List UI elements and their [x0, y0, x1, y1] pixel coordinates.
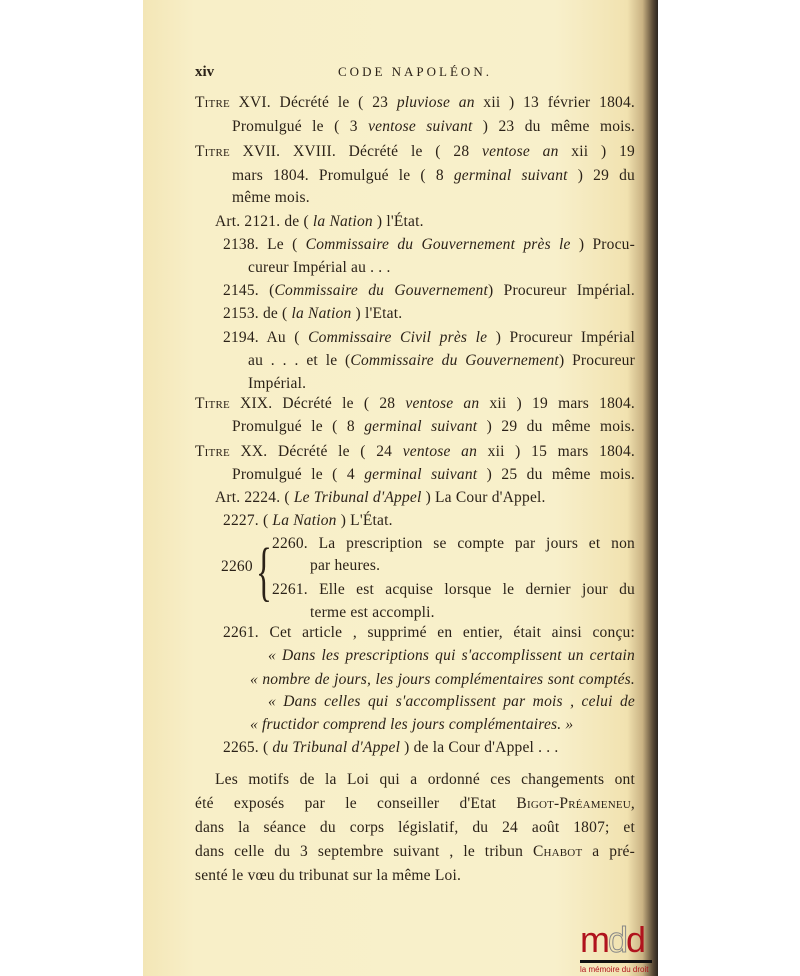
text-segment: XVI. Décrété le ( 23 — [229, 94, 397, 111]
text-line — [223, 304, 402, 324]
text-line — [272, 534, 635, 554]
text-segment: du Tribunal d'Appel — [272, 739, 401, 756]
text-segment: ) Procureur Impérial. — [488, 282, 635, 299]
text-line — [195, 142, 635, 162]
text-segment: xii ) 19 — [558, 143, 635, 160]
text-segment: ) 25 du même mois. — [477, 466, 635, 483]
text-line — [215, 770, 635, 790]
text-segment: Titre — [195, 395, 230, 412]
text-segment: Titre — [195, 143, 230, 160]
text-segment: 2260. La prescription se compte par jours et non — [272, 535, 635, 552]
text-segment: « nombre de jours, les jours complémentaires sont comptés. — [250, 671, 635, 688]
text-segment: 2145. ( — [223, 282, 275, 299]
text-segment: XVII. XVIII. Décrété le ( 28 — [229, 143, 483, 160]
text-segment: Chabot — [532, 843, 583, 860]
logo-tagline: la mémoire du droit — [580, 965, 649, 974]
text-segment: ventose suivant — [368, 118, 473, 135]
text-segment: « Dans celles qui s'accomplissent par mois , celui de — [268, 693, 635, 710]
text-segment: ventose an — [482, 143, 559, 160]
text-line — [215, 212, 424, 232]
text-segment: Art. 2224. ( — [215, 489, 294, 506]
text-line — [215, 488, 546, 508]
text-line — [232, 166, 635, 186]
text-segment: ) de la Cour d'Appel . . . — [400, 739, 559, 756]
page-header — [195, 64, 635, 86]
text-line — [223, 623, 635, 643]
text-segment: cureur Impérial au . . . — [248, 259, 391, 276]
text-segment: la Nation — [291, 305, 352, 322]
text-segment: germinal suivant — [364, 418, 478, 435]
text-segment: ) La Cour d'Appel. — [421, 489, 546, 506]
text-line — [223, 328, 635, 348]
curly-brace: { — [256, 535, 272, 608]
page-number: xiv — [195, 64, 215, 80]
text-segment: ) 29 du — [567, 167, 635, 184]
text-line — [195, 818, 635, 838]
text-segment: germinal suivant — [453, 167, 568, 184]
mdd-logo — [580, 919, 656, 974]
text-line — [195, 93, 635, 113]
text-segment: Promulgué le ( 8 — [232, 418, 365, 435]
text-segment: senté le vœu du tribunat sur la même Loi. — [195, 867, 462, 884]
text-line — [310, 556, 380, 576]
text-segment: même mois. — [232, 189, 310, 206]
text-line — [195, 866, 461, 886]
text-segment: Promulgué le ( 3 — [232, 118, 369, 135]
text-segment: été exposés par le conseiller d'Etat — [195, 795, 517, 812]
text-line — [248, 374, 306, 394]
text-segment: xii ) 13 février 1804. — [474, 94, 635, 111]
text-segment: « Dans les prescriptions qui s'accomplissent un certain — [268, 647, 635, 664]
text-segment: 2227. ( — [223, 512, 273, 529]
text-line — [268, 692, 635, 712]
text-segment: ) l'Etat. — [351, 305, 403, 322]
text-line — [223, 235, 635, 255]
text-segment: XX. Décrété le ( 24 — [229, 443, 403, 460]
text-line — [223, 281, 635, 301]
text-line — [195, 394, 635, 414]
text-segment: Commissaire du Gouvernement — [274, 282, 489, 299]
running-title: CODE NAPOLÉON. — [338, 64, 492, 79]
text-segment: 2138. Le ( — [223, 236, 306, 253]
text-segment: la Nation — [312, 213, 373, 230]
text-segment: ) 23 du même mois. — [472, 118, 635, 135]
text-segment: ) Procureur — [558, 352, 635, 369]
text-segment: Le Tribunal d'Appel — [293, 489, 422, 506]
text-line — [223, 511, 393, 531]
text-segment: Titre — [195, 443, 230, 460]
text-line — [195, 842, 635, 862]
text-segment: « fructidor comprend les jours complémentaires. » — [250, 716, 574, 733]
text-segment: Commissaire du Gouvernement près le — [305, 236, 571, 253]
text-segment: Bigot-Préameneu — [516, 795, 631, 812]
text-segment: a pré- — [582, 843, 635, 860]
text-segment: ) L'État. — [336, 512, 393, 529]
text-line — [248, 351, 635, 371]
text-segment: germinal suivant — [364, 466, 478, 483]
text-segment: La Nation — [272, 512, 337, 529]
text-segment: Commissaire Civil près le — [308, 329, 488, 346]
text-line — [272, 580, 635, 600]
text-line — [232, 417, 635, 437]
text-segment: pluviose an — [396, 94, 475, 111]
text-segment: XIX. Décrété le ( 28 — [229, 395, 406, 412]
text-line — [250, 670, 635, 690]
logo-mark: mdd — [580, 919, 645, 960]
text-segment: Promulgué le ( 4 — [232, 466, 365, 483]
text-segment: Art. 2121. de ( — [215, 213, 313, 230]
text-segment: Titre — [195, 94, 230, 111]
text-segment: Les motifs de la Loi qui a ordonné ces changements ont — [215, 771, 635, 788]
text-segment: dans la séance du corps législatif, du 24 août 1807; et — [195, 819, 635, 836]
text-segment: , — [630, 795, 635, 812]
text-segment: 2261. Elle est acquise lorsque le dernier jour du — [272, 581, 635, 598]
text-segment: au . . . et le ( — [248, 352, 351, 369]
text-line — [195, 442, 635, 462]
text-line — [232, 188, 310, 208]
logo-bar — [580, 960, 652, 963]
text-line — [250, 715, 573, 735]
text-segment: 2153. de ( — [223, 305, 292, 322]
text-line — [310, 603, 435, 623]
text-segment: ventose an — [405, 395, 480, 412]
text-line — [232, 117, 635, 137]
text-segment: ventose an — [402, 443, 478, 460]
text-segment: ) Procu- — [570, 236, 635, 253]
text-segment: xii ) 19 mars 1804. — [479, 395, 636, 412]
text-segment: mars 1804. Promulgué le ( 8 — [232, 167, 454, 184]
text-segment: 2265. ( — [223, 739, 273, 756]
text-segment: par heures. — [310, 557, 381, 574]
brace-label: 2260 — [221, 558, 253, 575]
text-segment: 2261. Cet article , supprimé en entier, était ainsi conçu: — [223, 624, 635, 641]
text-line — [268, 646, 635, 666]
text-line — [248, 258, 391, 278]
text-segment: dans celle du 3 septembre suivant , le tribun — [195, 843, 533, 860]
text-segment: Impérial. — [248, 375, 307, 392]
text-segment: ) l'État. — [372, 213, 424, 230]
text-line — [195, 794, 635, 814]
text-segment: 2194. Au ( — [223, 329, 309, 346]
text-segment: xii ) 15 mars 1804. — [477, 443, 635, 460]
text-segment: terme est accompli. — [310, 604, 435, 621]
text-line — [232, 465, 635, 485]
text-segment: ) Procureur Impérial — [487, 329, 636, 346]
text-line — [223, 738, 559, 758]
text-segment: ) 29 du même mois. — [477, 418, 635, 435]
text-segment: Commissaire du Gouvernement — [350, 352, 559, 369]
